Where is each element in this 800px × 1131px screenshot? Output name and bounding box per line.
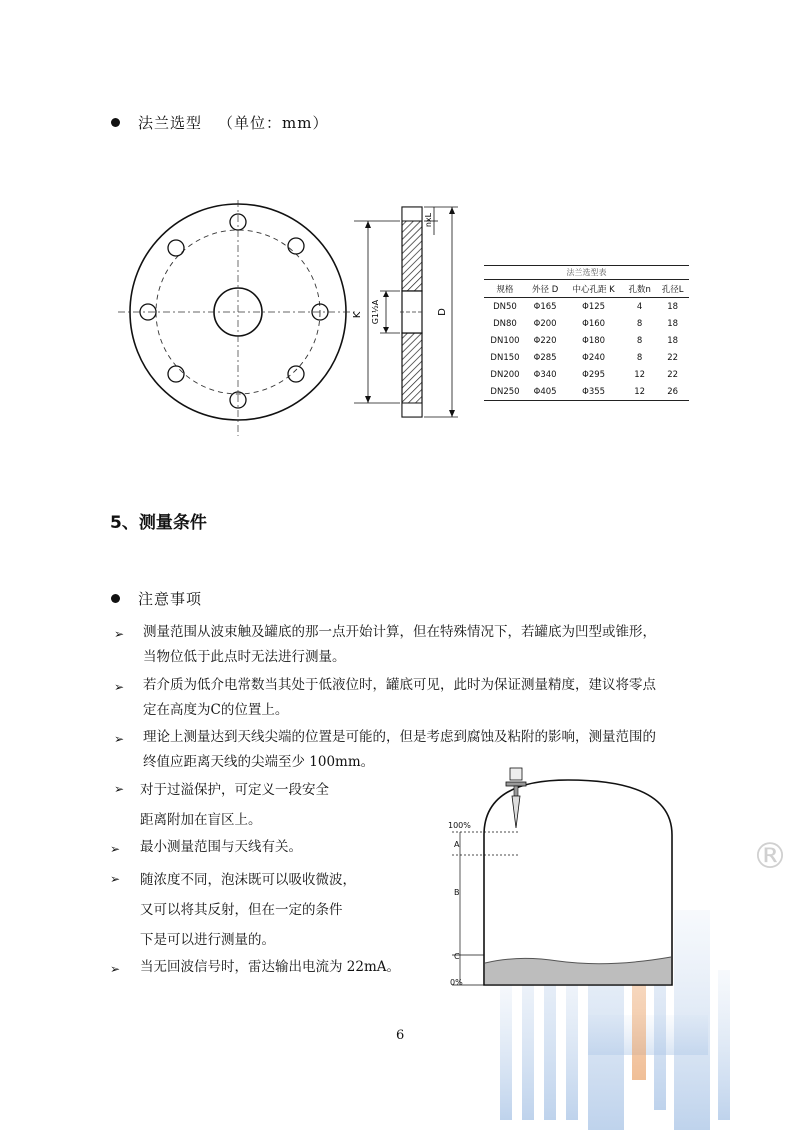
table-row <box>484 383 689 401</box>
note-line: 测量范围从波束触及罐底的那一点开始计算，但在特殊情况下，若罐底为凹型或锥形， <box>143 624 656 640</box>
flange-title: 法兰选型 <box>138 114 203 132</box>
bullet-icon <box>111 594 120 603</box>
table-cell: 22 <box>667 352 679 363</box>
table-cell: 26 <box>656 383 689 401</box>
note-line: 当无回波信号时，雷达输出电流为 22mA。 <box>140 959 401 975</box>
table-cell: Φ340 <box>533 369 557 380</box>
table-cell: 18 <box>667 301 679 312</box>
table-caption: 法兰选型表 <box>484 266 689 280</box>
flange-front-view <box>118 200 364 440</box>
arrow-bullet-icon: ➢ <box>114 627 125 641</box>
table-row <box>484 315 689 332</box>
table-cell: DN250 <box>484 383 526 401</box>
note-line: 理论上测量达到天线尖端的位置是可能的，但是考虑到腐蚀及粘附的影响，测量范围的 <box>143 729 656 745</box>
dim-nxl-label: nxL <box>424 212 433 228</box>
table-header: 外径 D <box>526 280 564 298</box>
arrow-bullet-icon: ➢ <box>114 782 125 796</box>
table-cell: 8 <box>636 318 643 329</box>
bullet-icon <box>111 118 120 127</box>
arrow-bullet-icon: ➢ <box>110 842 121 856</box>
note-item <box>140 865 440 955</box>
note-line: 距离附加在盲区上。 <box>140 812 262 828</box>
table-cell: Φ295 <box>582 369 606 380</box>
table-header: 孔径L <box>656 280 689 298</box>
table-header: 孔数n <box>623 280 656 298</box>
table-cell: Φ200 <box>533 318 557 329</box>
note-line: 对于过溢保护，可定义一段安全 <box>140 782 329 798</box>
tank-label-c: C <box>454 952 460 961</box>
flange-spec-table <box>484 265 689 401</box>
table-cell: Φ285 <box>533 352 557 363</box>
note-line: 若介质为低介电常数当其处于低液位时，罐底可见，此时为保证测量精度，建议将零点 <box>143 677 656 693</box>
arrow-bullet-icon: ➢ <box>114 732 125 746</box>
note-line: 当物位低于此点时无法进行测量。 <box>143 649 346 665</box>
table-cell: 12 <box>634 369 646 380</box>
note-line: 下是可以进行测量的。 <box>140 932 275 948</box>
dim-g-label: G1½A <box>371 299 380 325</box>
table-cell: Φ355 <box>564 383 623 401</box>
table-cell: Φ220 <box>533 335 557 346</box>
dim-k-label: K <box>352 311 363 319</box>
table-cell: 8 <box>636 352 643 363</box>
note-line: 又可以将其反射，但在一定的条件 <box>140 902 343 918</box>
table-cell: DN150 <box>490 352 520 363</box>
table-cell: 18 <box>667 335 679 346</box>
note-item <box>143 673 703 723</box>
table-cell: DN80 <box>493 318 517 329</box>
section-heading: 5、测量条件 <box>110 513 207 533</box>
table-cell: DN100 <box>490 335 520 346</box>
table-cell: Φ125 <box>582 301 606 312</box>
table-row <box>484 298 689 316</box>
tank-label-100: 100% <box>448 821 471 830</box>
dim-d-label: D <box>437 308 448 316</box>
flange-unit: （单位：mm） <box>218 114 329 132</box>
table-row <box>484 366 689 383</box>
table-cell: 4 <box>636 301 643 312</box>
arrow-bullet-icon: ➢ <box>110 872 121 886</box>
arrow-bullet-icon: ➢ <box>114 680 125 694</box>
note-line: 最小测量范围与天线有关。 <box>140 839 302 855</box>
note-item <box>140 955 440 980</box>
table-cell: 22 <box>667 369 679 380</box>
flange-side-view <box>340 195 470 435</box>
table-header: 中心孔距 K <box>564 280 623 298</box>
table-cell: Φ160 <box>582 318 606 329</box>
table-cell: 8 <box>636 335 643 346</box>
table-cell: Φ405 <box>526 383 564 401</box>
table-cell: DN200 <box>490 369 520 380</box>
tank-label-b: B <box>454 888 460 897</box>
table-row <box>484 332 689 349</box>
tank-diagram <box>448 760 688 995</box>
registered-mark: ® <box>752 836 788 877</box>
page-number: 6 <box>396 1028 405 1043</box>
arrow-bullet-icon: ➢ <box>110 962 121 976</box>
note-line: 终值应距离天线的尖端至少 100mm。 <box>143 754 375 770</box>
table-cell: DN50 <box>493 301 517 312</box>
table-cell: Φ165 <box>533 301 557 312</box>
note-line: 定在高度为C的位置上。 <box>143 702 289 718</box>
notes-title: 注意事项 <box>138 590 203 608</box>
table-cell: 18 <box>667 318 679 329</box>
table-header: 规格 <box>484 280 526 298</box>
table-row <box>484 349 689 366</box>
note-item <box>140 835 440 860</box>
tank-label-a: A <box>454 840 460 849</box>
tank-label-0: 0% <box>450 978 463 987</box>
note-line: 随浓度不同，泡沫既可以吸收微波， <box>140 872 356 888</box>
note-item <box>140 775 440 835</box>
table-cell: Φ180 <box>582 335 606 346</box>
note-item <box>143 620 703 670</box>
table-cell: Φ240 <box>582 352 606 363</box>
table-cell: 12 <box>623 383 656 401</box>
